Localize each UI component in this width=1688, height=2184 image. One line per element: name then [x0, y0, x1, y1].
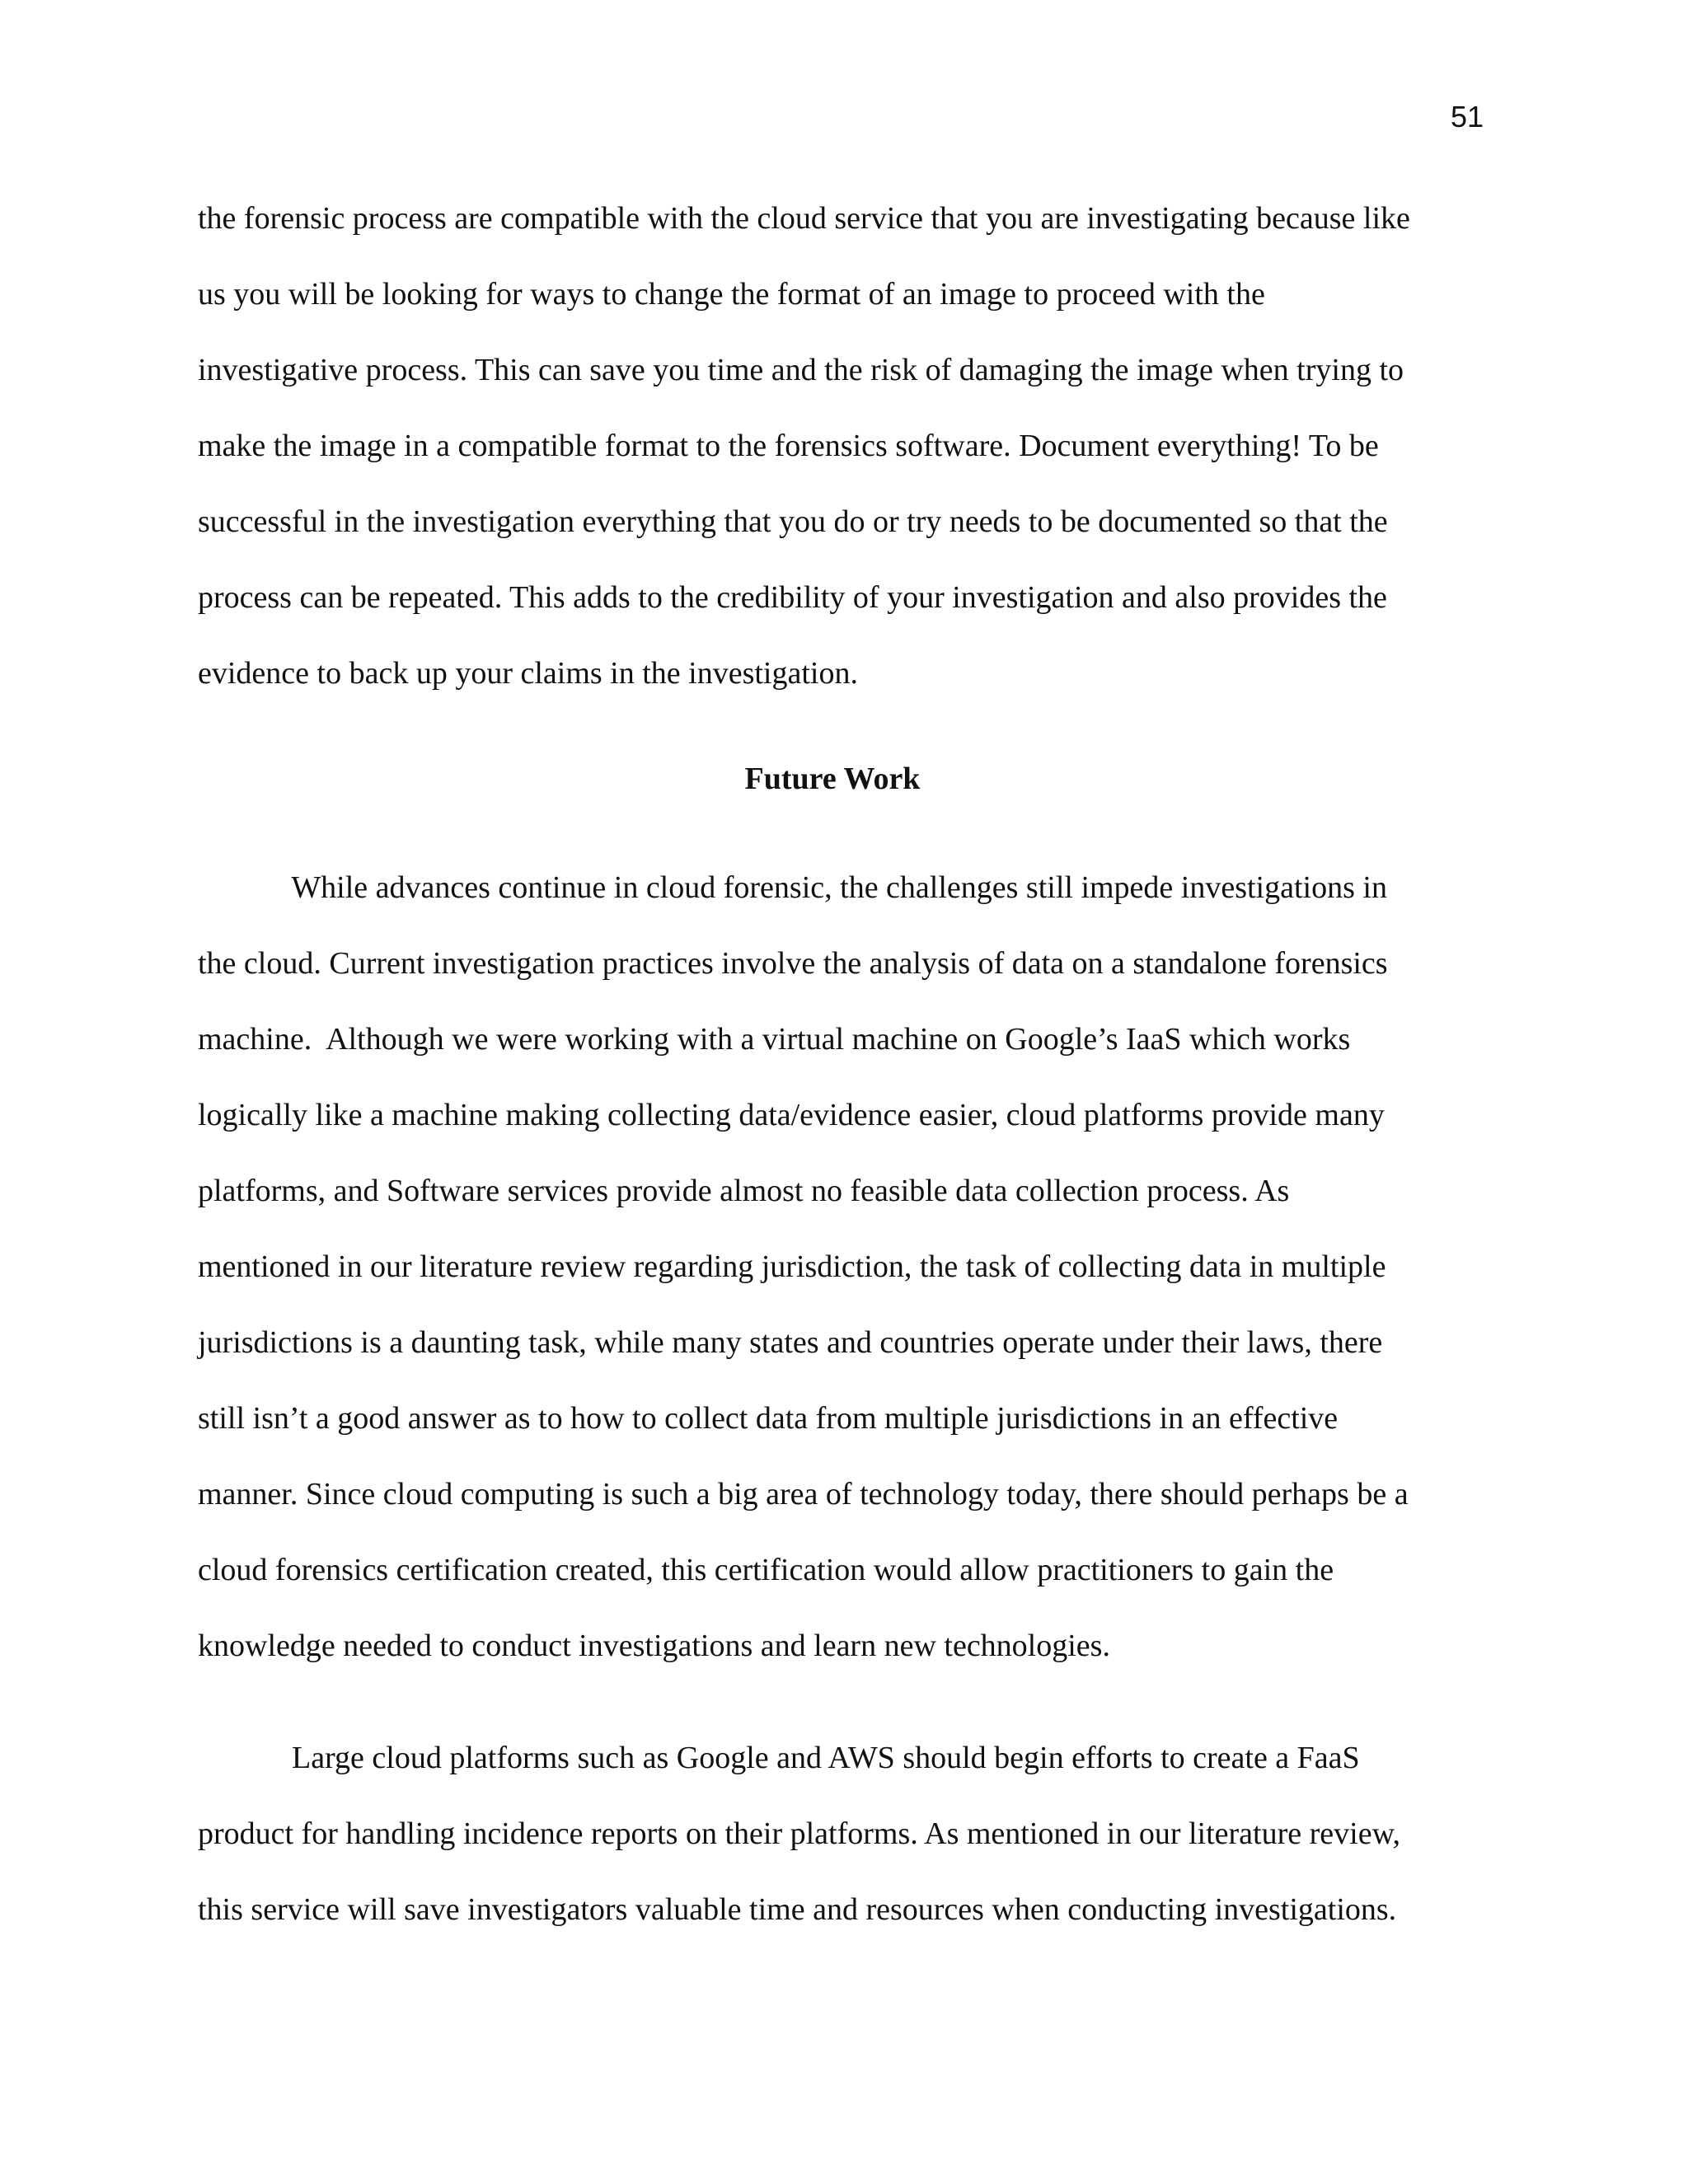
page-number: 51: [1450, 100, 1484, 134]
text-line: machine. Although we were working with a virtual machine on Google’s IaaS which works: [198, 1022, 1351, 1057]
section-heading: Future Work: [744, 762, 921, 796]
text-line: mentioned in our literature review regarding jurisdiction, the task of collecting data in multiple: [198, 1249, 1386, 1284]
text-line: manner. Since cloud computing is such a big area of technology today, there should perhaps be a: [198, 1477, 1409, 1511]
text-line: While advances continue in cloud forensic, the challenges still impede investigations in: [198, 870, 1387, 905]
text-line: make the image in a compatible format to the forensics software. Document everything! To be: [198, 429, 1379, 463]
text-line: Large cloud platforms such as Google and AWS should begin efforts to create a FaaS: [198, 1741, 1360, 1775]
text-line: platforms, and Software services provide almost no feasible data collection process. As: [198, 1174, 1290, 1208]
paragraph-future-work-2: [198, 1720, 1517, 1947]
text-line: knowledge needed to conduct investigations and learn new technologies.: [198, 1629, 1110, 1663]
text-line: investigative process. This can save you time and the risk of damaging the image when trying to: [198, 353, 1404, 387]
text-line: jurisdictions is a daunting task, while many states and countries operate under their laws, there: [198, 1325, 1383, 1360]
text-line: product for handling incidence reports on their platforms. As mentioned in our literature review,: [198, 1816, 1401, 1851]
text-line: still isn’t a good answer as to how to collect data from multiple jurisdictions in an effective: [198, 1401, 1339, 1436]
text-line: this service will save investigators valuable time and resources when conducting investigations.: [198, 1892, 1397, 1927]
paragraph-continued: [198, 180, 1517, 711]
text-line: process can be repeated. This adds to the credibility of your investigation and also provides the: [198, 580, 1387, 615]
text-line: successful in the investigation everything that you do or try needs to be documented so that the: [198, 504, 1388, 539]
text-line: evidence to back up your claims in the investigation.: [198, 656, 858, 691]
text-line: the forensic process are compatible with the cloud service that you are investigating because like: [198, 201, 1410, 236]
text-line: the cloud. Current investigation practices involve the analysis of data on a standalone forensics: [198, 946, 1388, 981]
paragraph-future-work-1: [198, 850, 1517, 1684]
text-line: cloud forensics certification created, this certification would allow practitioners to gain the: [198, 1553, 1334, 1587]
text-line: logically like a machine making collecting data/evidence easier, cloud platforms provide many: [198, 1098, 1385, 1132]
text-line: us you will be looking for ways to change the format of an image to proceed with the: [198, 277, 1265, 312]
